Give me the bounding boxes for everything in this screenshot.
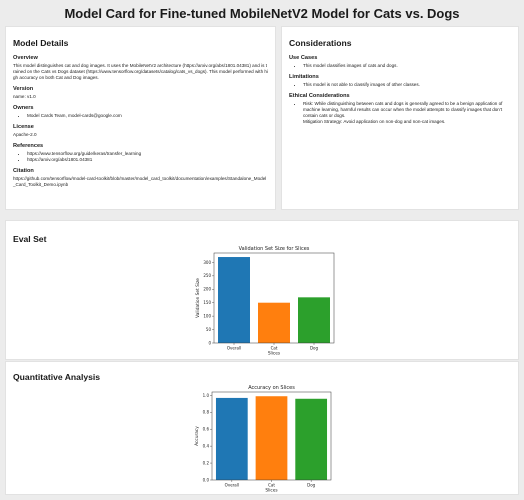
limitation-item: • This model is not able to classify images of other classes.: [303, 82, 511, 88]
x-tick-label: Overall: [224, 482, 239, 488]
y-tick-label: 0.0: [202, 477, 209, 483]
ethical-label: Ethical Considerations: [289, 93, 350, 99]
y-tick-label: 200: [203, 286, 211, 292]
license-text: Apache-2.0: [13, 132, 37, 137]
chart-title: Validation Set Size for Slices: [238, 246, 310, 252]
use-cases-list: [289, 63, 511, 69]
x-axis-label: Slices: [267, 351, 281, 357]
owners-list: [13, 113, 268, 119]
ethical-item: [303, 101, 511, 125]
use-case-item: • This model classifies images of cats and dogs.: [303, 63, 511, 69]
y-tick-label: 0.6: [202, 426, 209, 432]
y-tick-label: 250: [203, 273, 211, 279]
considerations-card: [281, 26, 519, 210]
bar-overall: [216, 398, 248, 480]
overview-text: This model distinguishes cat and dog images. It uses the MobileNetV2 architecture (https://arxiv.org/abs/1801.04381) and is trained on the Cats vs Dogs dataset (https://www.tensorflow.org/datasets/catalog/cats_vs_dogs). This model performed with high accuracy on both Cat and Dog images.: [13, 63, 268, 80]
y-tick-label: 150: [203, 300, 211, 306]
owners-label: Owners: [13, 105, 34, 111]
reference-link[interactable]: • https://www.tensorflow.org/guide/keras/transfer_learning: [27, 151, 268, 157]
limitations-label: Limitations: [289, 74, 319, 80]
y-tick-label: 100: [203, 313, 211, 319]
x-tick-label: Cat: [268, 482, 275, 488]
use-cases-label: Use Cases: [289, 55, 318, 61]
bar-cat: [258, 303, 290, 343]
y-tick-label: 50: [205, 326, 211, 332]
references-list: [13, 151, 268, 163]
considerations-heading: Considerations: [289, 38, 352, 48]
ethical-risk-text: Risk: While distinguishing between cats and dogs is generally agreed to be a benign application of machine learning, harmful results can occur when the model attempts to classify images that don’t contain cats or dogs.: [303, 101, 503, 118]
eval-set-heading: Eval Set: [13, 234, 47, 244]
quantitative-analysis-heading: Quantitative Analysis: [13, 372, 101, 382]
model-details-heading: Model Details: [13, 38, 69, 48]
citation-text[interactable]: https://github.com/tensorflow/model-card-toolkit/blob/master/model_card_toolkit/documentation/examples/Standalone_Model_Card_Toolkit_Demo.ipynb: [13, 176, 267, 187]
bar-dog: [295, 399, 327, 480]
validation-size-chart: [190, 243, 340, 358]
reference-link[interactable]: • https://arxiv.org/abs/1801.04381: [27, 157, 268, 163]
license-label: License: [13, 124, 34, 130]
eval-set-card: [5, 220, 519, 360]
owner-item: • Model Cards Team, model-cards@google.com: [27, 113, 268, 119]
y-tick-label: 0: [208, 340, 211, 346]
y-tick-label: 0.2: [202, 460, 209, 466]
x-tick-label: Dog: [309, 345, 319, 351]
limitations-list: [289, 82, 511, 88]
y-tick-label: 300: [203, 259, 211, 265]
y-tick-label: 1.0: [202, 392, 209, 398]
bar-dog: [298, 297, 330, 343]
version-label: Version: [13, 86, 34, 92]
ethical-list: [289, 101, 511, 125]
ethical-mitigation-text: Mitigation Strategy: Avoid application on non-dog and non-cat images.: [303, 119, 446, 124]
y-axis-label: Accuracy: [195, 426, 200, 446]
x-tick-label: Dog: [307, 482, 316, 488]
overview-label: Overview: [13, 55, 38, 61]
y-tick-label: 0.8: [202, 409, 209, 415]
y-axis-label: Validation Set Size: [196, 278, 201, 318]
x-tick-label: Overall: [226, 345, 242, 351]
x-axis-label: Slices: [265, 488, 278, 494]
bar-cat: [256, 396, 288, 480]
chart-title: Accuracy on Slices: [248, 385, 295, 391]
model-details-card: [5, 26, 276, 210]
bar-overall: [218, 257, 250, 343]
quantitative-analysis-card: [5, 361, 519, 495]
x-tick-label: Cat: [270, 345, 278, 351]
y-tick-label: 0.4: [202, 443, 209, 449]
references-label: References: [13, 143, 44, 149]
accuracy-chart: [190, 383, 340, 495]
citation-label: Citation: [13, 168, 34, 174]
page-title: Model Card for Fine-tuned MobileNetV2 Model for Cats vs. Dogs: [64, 6, 460, 21]
version-text: name: v1.0: [13, 94, 36, 99]
